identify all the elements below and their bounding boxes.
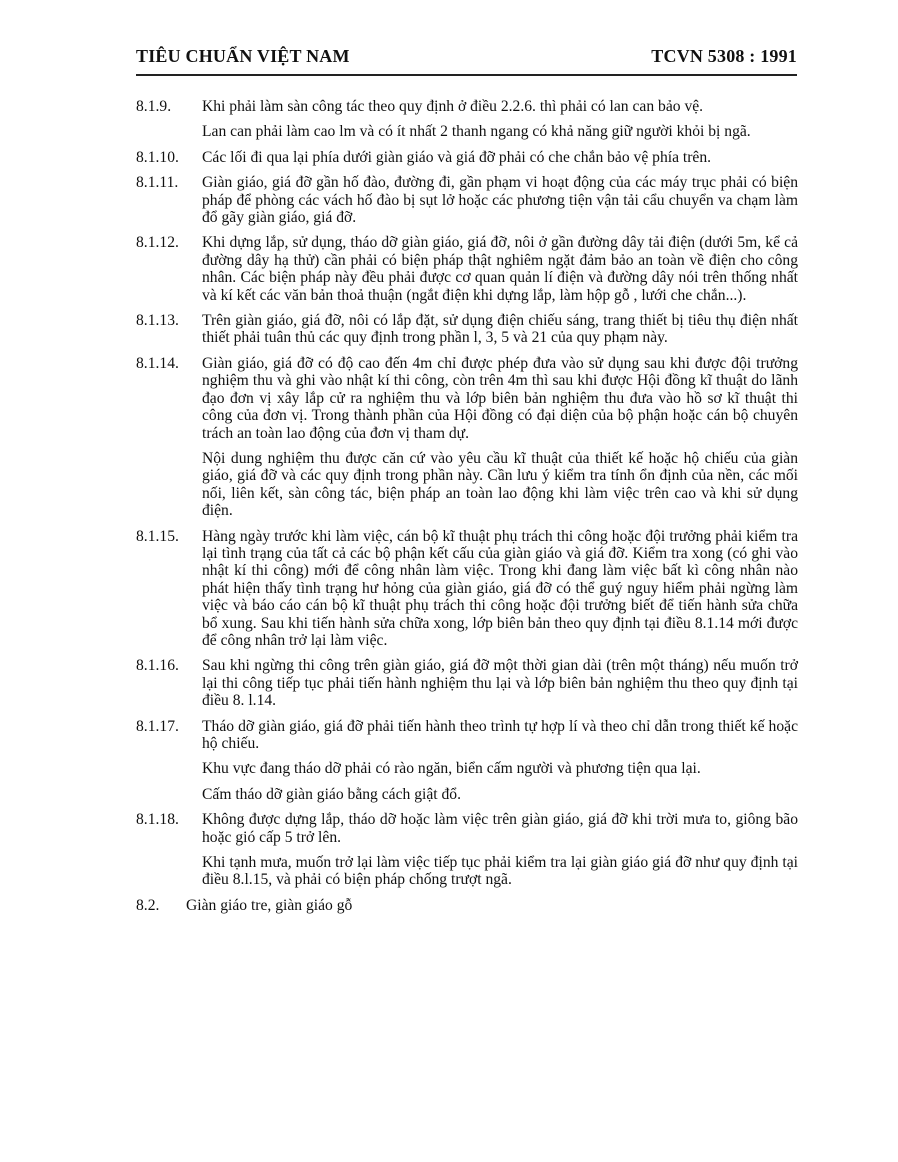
clause-number: 8.1.17. <box>136 717 179 735</box>
clause-paragraph: Cấm tháo dỡ giàn giáo bằng cách giật đổ. <box>202 785 461 803</box>
clause-number: 8.1.18. <box>136 811 179 829</box>
clause-8-1-17 <box>136 718 798 804</box>
document-body <box>136 98 798 914</box>
clause-paragraph: Khi dựng lắp, sử dụng, tháo dỡ giàn giáo, giá đỡ, nôi ở gần đường dây tải điện (dưới 5m, kể cả đường dây hạ thử) cần phải có biện pháp thật nghiêm ngặt đảm bảo an toàn về điện cho công nhân. Các biện pháp này đều phải được cơ quan quản lí điện và đường dây nói trên thống nhất và kí kết các văn bản thoả thuận (ngắt điện khi dựng lắp, làm hộp gỗ , lưới che chắn...). <box>202 234 798 304</box>
clause-paragraph: Nội dung nghiệm thu được căn cứ vào yêu cầu kĩ thuật của thiết kế hoặc hộ chiếu của giàn giáo, giá đỡ và các quy định trong phần này. Cần lưu ý kiểm tra tính ổn định của nền, các mối nối, liên kết, sàn công tác, biện pháp an toàn lao động khi làm việc trên cao và khi sử dụng điện. <box>202 449 798 520</box>
header-standard-name: TIÊU CHUẨN VIỆT NAM <box>136 46 350 66</box>
clause-number: 8.1.12. <box>136 234 179 252</box>
clause-paragraph: Sau khi ngừng thi công trên giàn giáo, giá đỡ một thời gian dài (trên một tháng) nếu muốn trở lại thi công tiếp tục phải tiến hành nghiệm thu lại và lớp biên bản nghiệm thu theo quy định tại điều 8. l.14. <box>202 657 798 710</box>
clause-paragraph: Khi tạnh mưa, muốn trở lại làm việc tiếp tục phải kiểm tra lại giàn giáo giá đỡ như quy định tại điều 8.l.15, và phải có biện pháp chống trượt ngã. <box>202 854 798 889</box>
clause-body <box>202 355 798 520</box>
clause-paragraph: Khu vực đang tháo dỡ phải có rào ngăn, biển cấm người và phương tiện qua lại. <box>202 760 701 778</box>
clause-paragraph: Các lối đi qua lại phía dưới giàn giáo và giá đỡ phải có che chắn bảo vệ phía trên. <box>202 148 712 166</box>
clause-number: 8.1.13. <box>136 312 179 330</box>
clause-8-1-14 <box>136 355 798 520</box>
clause-8-1-13 <box>136 312 798 347</box>
clause-paragraph: Khi phải làm sàn công tác theo quy định ở điều 2.2.6. thì phải có lan can bảo vệ. <box>202 98 704 115</box>
clause-body <box>202 312 798 347</box>
section-title: Giàn giáo tre, giàn giáo gỗ <box>186 896 353 914</box>
clause-number: 8.1.10. <box>136 148 179 166</box>
clause-body <box>202 234 798 304</box>
clause-paragraph: Trên giàn giáo, giá đỡ, nôi có lắp đặt, sử dụng điện chiếu sáng, trang thiết bị tiêu thụ điện nhất thiết phải tuân thủ các quy định trong phần l, 3, 5 và 21 của quy phạm này. <box>202 312 798 347</box>
clause-paragraph: Giàn giáo, giá đỡ có độ cao đến 4m chỉ được phép đưa vào sử dụng sau khi được đội trưởng nghiệm thu và ghi vào nhật kí thi công, còn trên 4m thì sau khi được Hội đồng kĩ thuật do lãnh đạo đơn vị xây lắp cử ra nghiệm thu và lớp biên bản nghiệm thu đưa vào hồ sơ kĩ thuật thi công của đơn vị. Trong thành phần của Hội đồng có đại diện của bộ phận hoặc cán bộ chuyên trách an toàn lao động của đơn vị tham dự. <box>202 354 798 442</box>
clause-paragraph: Giàn giáo, giá đỡ gần hố đào, đường đi, gần phạm vi hoạt động của các máy trục phải có biện pháp để phòng các vách hố đào bị sụt lở hoặc các phương tiện vận tải cẩu chuyển va chạm làm đổ gãy giàn giáo, giá đỡ. <box>202 174 798 227</box>
section-number: 8.2. <box>136 896 160 914</box>
clause-body <box>202 98 798 141</box>
clause-body <box>202 718 798 804</box>
clause-body <box>202 657 798 709</box>
clause-paragraph: Hàng ngày trước khi làm việc, cán bộ kĩ thuật phụ trách thi công hoặc đội trưởng phải kiểm tra lại tình trạng của tất cả các bộ phận kết cấu của giàn giáo và giá đỡ. Kiểm tra xong (có ghi vào nhật kí thi công) mới để công nhân làm việc. Trong khi đang làm việc bất kì công nhân nào phát hiện thấy tình trạng hư hỏng của giàn giáo, giá đỡ có thể guý nguy hiểm phải ngừng làm việc và báo cáo cán bộ kĩ thuật phụ trách thi công hoặc đội trưởng biết để tiến hành sửa chữa bổ xung. Sau khi tiến hành sửa chữa xong, lớp biên bản theo quy định tại điều 8.1.14 mới được để công nhân trở lại làm việc. <box>202 527 798 649</box>
clause-8-1-10 <box>136 149 798 166</box>
clause-paragraph: Không được dựng lắp, tháo dỡ hoặc làm việc trên giàn giáo, giá đỡ khi trời mưa to, giông bão hoặc gió cấp 5 trở lên. <box>202 811 798 846</box>
clause-paragraph: Tháo dỡ giàn giáo, giá đỡ phải tiến hành theo trình tự hợp lí và theo chỉ dẫn trong thiết kế hoặc hộ chiếu. <box>202 717 798 752</box>
clause-number: 8.1.11. <box>136 174 179 192</box>
header-standard-code: TCVN 5308 : 1991 <box>651 46 797 66</box>
clause-body <box>202 811 798 889</box>
clause-number: 8.1.15. <box>136 527 179 545</box>
page-header <box>136 46 797 76</box>
clause-8-1-11 <box>136 174 798 226</box>
section-8-2-heading <box>136 897 798 914</box>
clause-body <box>202 528 798 650</box>
clause-number: 8.1.16. <box>136 657 179 675</box>
clause-paragraph: Lan can phải làm cao lm và có ít nhất 2 thanh ngang có khả năng giữ người khỏi bị ngã. <box>202 123 751 141</box>
clause-number: 8.1.9. <box>136 98 172 115</box>
clause-8-1-12 <box>136 234 798 304</box>
clause-8-1-16 <box>136 657 798 709</box>
clause-number: 8.1.14. <box>136 354 179 372</box>
clause-8-1-9 <box>136 98 798 141</box>
clause-body <box>202 149 798 166</box>
clause-8-1-18 <box>136 811 798 889</box>
clause-8-1-15 <box>136 528 798 650</box>
clause-body <box>202 174 798 226</box>
